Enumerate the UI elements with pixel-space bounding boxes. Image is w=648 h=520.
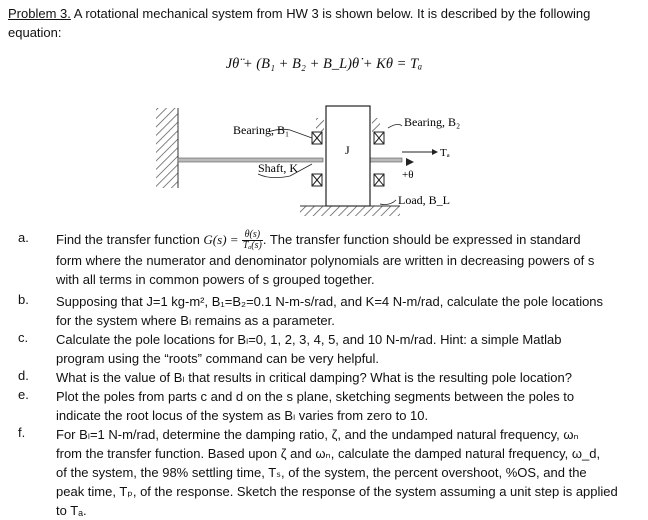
question-letter: e.: [18, 387, 29, 402]
mechanical-system-diagram: [140, 100, 500, 225]
question-letter: d.: [18, 368, 29, 383]
question-a-pre: Find the transfer function: [56, 232, 204, 247]
question-f-line-4: peak time, Tₚ, of the response. Sketch the response of the system assuming a unit step is applied: [56, 484, 618, 499]
question-letter: a.: [18, 230, 29, 245]
label-torque: Tₐ: [440, 147, 450, 159]
label-theta: +θ: [402, 169, 414, 181]
label-bearing2: Bearing, B₂: [404, 115, 461, 129]
question-b-line-2: for the system where Bₗ remains as a parameter.: [56, 313, 335, 328]
question-d-line-1: What is the value of Bₗ that results in critical damping? What is the resulting pole location?: [56, 370, 572, 385]
question-f-line-2: from the transfer function. Based upon ζ and ωₙ, calculate the damped natural frequency, ω_d,: [56, 446, 601, 461]
label-inertia: J: [345, 143, 350, 157]
output-shaft: [370, 158, 402, 162]
question-c-line-1: Calculate the pole locations for Bₗ=0, 1, 2, 3, 4, 5, and 10 N-m/rad. Hint: a simple Matlab: [56, 332, 562, 347]
fraction-numerator: θ(s): [242, 230, 263, 241]
question-f-line-1: For Bₗ=1 N-m/rad, determine the damping ratio, ζ, and the undamped natural frequency, ωₙ: [56, 427, 579, 442]
label-bearing1: Bearing, B₁: [233, 123, 290, 137]
question-e-line-2: indicate the root locus of the system as Bₗ varies from zero to 10.: [56, 408, 429, 423]
ground: [300, 206, 400, 216]
question-a-post: . The transfer function should be expressed in standard: [262, 232, 581, 247]
question-f-line-3: of the system, the 98% settling time, Tₛ, of the system, the percent overshoot, %OS, and the: [56, 465, 587, 480]
question-f-line-5: to Tₐ.: [56, 503, 87, 518]
shaft: [178, 158, 323, 162]
question-letter: b.: [18, 292, 29, 307]
intro-line-1: A rotational mechanical system from HW 3 is shown below. It is described by the following: [70, 6, 591, 21]
problem-intro: [8, 4, 640, 42]
transfer-function-label: G(s) =: [203, 232, 242, 247]
question-a-line-3: with all terms in common powers of s grouped together.: [56, 272, 375, 288]
question-e-line-1: Plot the poles from parts c and d on the s plane, sketching segments between the poles to: [56, 389, 575, 404]
intro-line-2: equation:: [8, 25, 62, 40]
question-a-line-2: form where the numerator and denominator polynomials are written in decreasing powers of s: [56, 253, 595, 269]
question-c-line-2: program using the “roots” command can be very helpful.: [56, 351, 379, 366]
equation: Jθ̈ + (B₁ + B₂ + B_L)θ̇ + Kθ = Tₐ: [225, 56, 423, 72]
bearing2-icon: [372, 118, 384, 186]
question-letter: f.: [18, 425, 26, 440]
fraction-denominator: Tₐ(s): [242, 240, 262, 252]
question-b-line-1: Supposing that J=1 kg-m², B₁=B₂=0.1 N-m-s/rad, and K=4 N-m/rad, calculate the pole locations: [56, 294, 604, 309]
left-wall: [156, 108, 178, 188]
problem-label: Problem 3.: [8, 6, 71, 21]
question-letter: c.: [18, 330, 29, 345]
theta-arrow-icon: [406, 158, 414, 166]
label-load: Load, B_L: [398, 193, 450, 207]
transfer-function-fraction: [242, 230, 263, 251]
bearing1-icon: [312, 118, 324, 186]
label-shaft: Shaft, K: [258, 161, 298, 175]
